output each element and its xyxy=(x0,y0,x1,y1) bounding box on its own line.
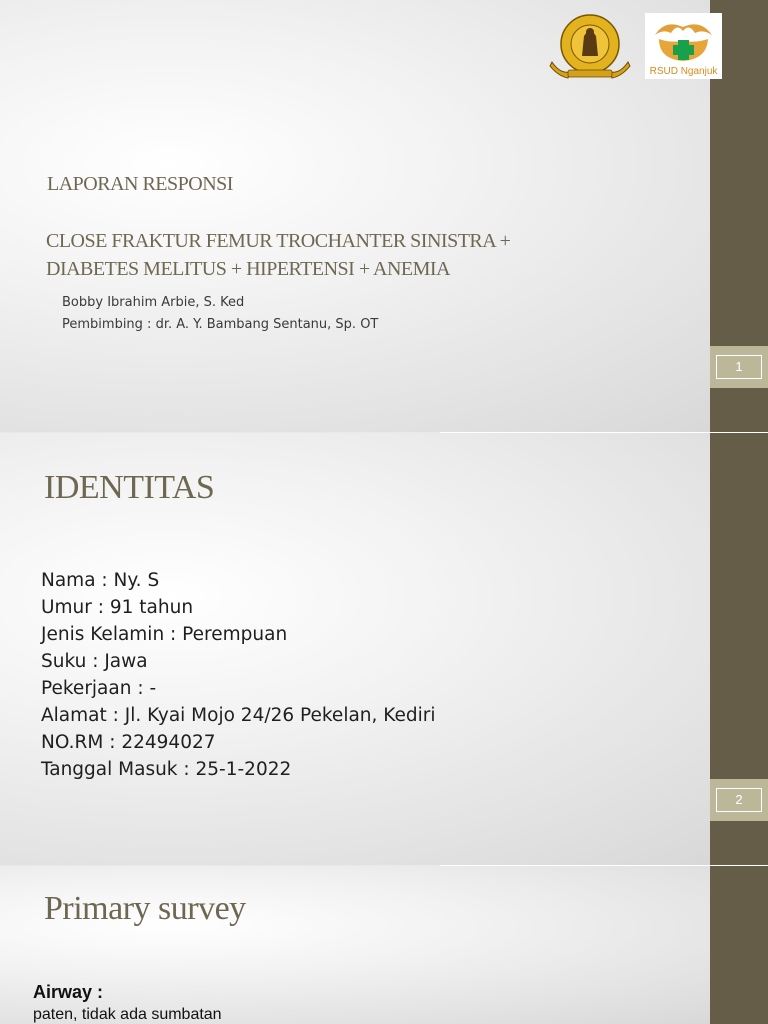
airway-label: Airway : xyxy=(33,982,104,1002)
identity-heading: IDENTITAS xyxy=(44,469,215,506)
identity-field: Jenis Kelamin : Perempuan xyxy=(41,624,288,645)
diagnosis-line-1: CLOSE FRAKTUR FEMUR TROCHANTER SINISTRA + xyxy=(46,230,511,252)
slide-number-band xyxy=(710,779,768,821)
identity-field: Tanggal Masuk : 25-1-2022 xyxy=(41,759,292,780)
slide-3 xyxy=(0,866,768,1024)
author-block xyxy=(62,292,378,336)
identity-list xyxy=(41,567,436,783)
identity-field: Pekerjaan : - xyxy=(41,678,157,699)
slide-sidebar xyxy=(710,866,768,1024)
identity-field: Nama : Ny. S xyxy=(41,570,160,591)
slide-1 xyxy=(0,0,768,432)
author-name: Bobby Ibrahim Arbie, S. Ked xyxy=(62,295,245,310)
slide-sidebar xyxy=(710,433,768,865)
airway-text: paten, tidak ada sumbatan xyxy=(33,1006,222,1023)
identity-field: Alamat : Jl. Kyai Mojo 24/26 Pekelan, Kediri xyxy=(41,705,436,726)
diagnosis-line-2: DIABETES MELITUS + HIPERTENSI + ANEMIA xyxy=(46,258,451,280)
slide-number: 2 xyxy=(716,788,762,812)
hospital-logo-text: RSUD Nganjuk xyxy=(649,66,718,77)
diagnosis-title xyxy=(46,227,646,283)
university-logo-icon xyxy=(548,12,632,80)
identity-field: Suku : Jawa xyxy=(41,651,148,672)
primary-survey-heading: Primary survey xyxy=(44,890,246,927)
slide-number: 1 xyxy=(716,355,762,379)
slide-2 xyxy=(0,433,768,865)
hospital-logo-icon xyxy=(645,13,722,79)
slide-number-band xyxy=(710,346,768,388)
identity-field: Umur : 91 tahun xyxy=(41,597,194,618)
identity-field: NO.RM : 22494027 xyxy=(41,732,216,753)
report-title: LAPORAN RESPONSI xyxy=(47,173,233,195)
supervisor-name: Pembimbing : dr. A. Y. Bambang Sentanu, Sp. OT xyxy=(62,317,379,332)
